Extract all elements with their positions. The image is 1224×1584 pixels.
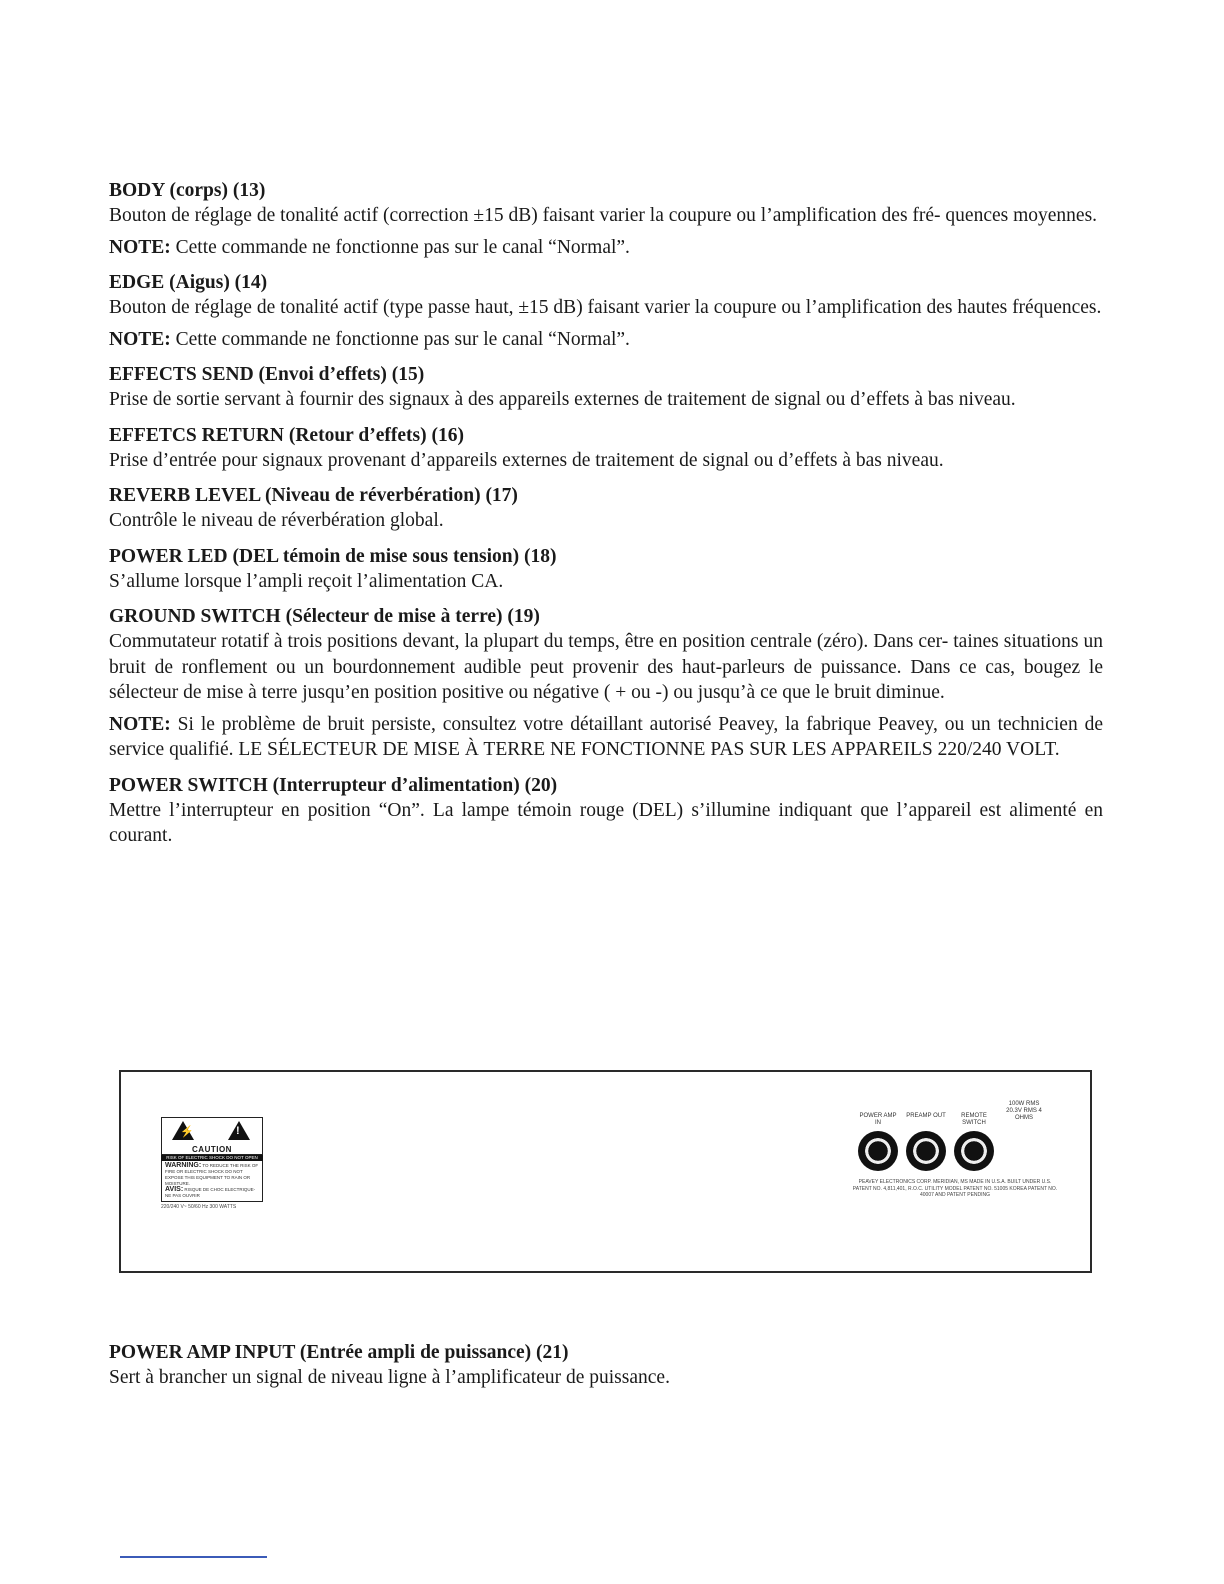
- entry-text: Bouton de réglage de tonalité actif (type passe haut, ±15 dB) faisant varier la coupure ou l’amplification des hautes fréquences.: [109, 297, 1102, 318]
- spec-label: 100W RMS 20.3V RMS 4 OHMS: [1006, 1101, 1042, 1121]
- note-text: Si le problème de bruit persiste, consultez votre détaillant autorisé Peavey, la fabrique Peavey, ou un technicien de service qualifié. LE SÉLECTEUR DE MISE À TERRE NE FONCTIONNE PAS SUR LES APPAREILS 220/240 VOLT.: [109, 713, 1104, 760]
- entry-note: [109, 327, 1103, 353]
- entry-heading: BODY (corps) (13): [109, 180, 266, 201]
- entry-heading: POWER AMP INPUT (Entrée ampli de puissance) (21): [109, 1342, 569, 1363]
- entry-heading: POWER LED (DEL témoin de mise sous tension) (18): [109, 545, 557, 567]
- entry-text: Prise de sortie servant à fournir des signaux à des appareils externes de traitement de signal ou d’effets à bas niveau.: [109, 389, 1016, 410]
- preamp-out-jack[interactable]: [906, 1131, 946, 1171]
- entry-text: Mettre l’interrupteur en position “On”. La lampe témoin rouge (DEL) s’illumine indiquant que l’appareil est alimenté en courant.: [109, 799, 1103, 846]
- entry-text: Sert à brancher un signal de niveau ligne à l’amplificateur de puissance.: [109, 1367, 670, 1388]
- note-label: NOTE:: [109, 236, 171, 258]
- entry-text: Contrôle le niveau de réverbération global.: [109, 510, 444, 531]
- jacks-row: [852, 1131, 1058, 1175]
- note-text: Cette commande ne fonctionne pas sur le canal “Normal”.: [175, 236, 630, 258]
- entry-heading: EFFECTS SEND (Envoi d’effets) (15): [109, 364, 425, 385]
- warning-triangle-icon: ⚡: [172, 1121, 194, 1140]
- jack-section: [852, 1101, 1058, 1199]
- entry-heading: REVERB LEVEL (Niveau de réverbération) (17): [109, 485, 518, 506]
- entry-effects-return: [109, 423, 1103, 474]
- power-amp-in-label: POWER AMP IN: [859, 1113, 897, 1126]
- warning-text: TO REDUCE THE RISK OF FIRE OR ELECTRIC SHOCK DO NOT EXPOSE THIS EQUIPMENT TO RAIN OR MOISTURE.: [165, 1163, 259, 1186]
- caution-label-block: [161, 1117, 263, 1210]
- entry-note: [109, 712, 1103, 763]
- jack-labels: [852, 1101, 1058, 1131]
- entry-heading: EDGE (Aigus) (14): [109, 272, 268, 293]
- power-amp-in-jack[interactable]: [858, 1131, 898, 1171]
- rear-panel-diagram: [119, 1070, 1092, 1273]
- preamp-out-label: PREAMP OUT: [906, 1113, 946, 1119]
- entry-heading: GROUND SWITCH (Sélecteur de mise à terre) (19): [109, 606, 540, 627]
- remote-switch-jack[interactable]: [954, 1131, 994, 1171]
- remote-switch-label: REMOTE SWITCH: [961, 1113, 987, 1126]
- entry-body: [109, 178, 1103, 260]
- entry-heading: POWER SWITCH (Interrupteur d’alimentation) (20): [109, 774, 558, 796]
- caution-box: [161, 1117, 263, 1155]
- caution-title: CAUTION: [192, 1145, 232, 1154]
- manufacturer-fine-print: PEAVEY ELECTRONICS CORP. MERIDIAN, MS MADE IN U.S.A. BUILT UNDER U.S. PATENT NO. 4,811,401, R.O.C. UTILITY MODEL PATENT NO. 51005 KOREA PATENT NO. 40007 AND PATENT PENDING: [852, 1179, 1058, 1198]
- entry-power-led: [109, 544, 1103, 595]
- caution-bar: RISK OF ELECTRIC SHOCK DO NOT OPEN: [161, 1155, 263, 1161]
- entry-text: S’allume lorsque l’ampli reçoit l’alimentation CA.: [109, 570, 504, 592]
- entry-power-switch: [109, 773, 1103, 849]
- power-rating: 220/240 V~ 50/60 Hz 300 WATTS: [161, 1204, 237, 1210]
- avis-label: AVIS:: [165, 1186, 184, 1193]
- entry-heading: EFFETCS RETURN (Retour d’effets) (16): [109, 424, 464, 446]
- entry-power-amp-input: [109, 1340, 1103, 1391]
- footer-rule: [120, 1556, 267, 1558]
- note-text: Cette commande ne fonctionne pas sur le canal “Normal”.: [175, 328, 630, 350]
- entry-edge: [109, 270, 1103, 352]
- entry-reverb-level: [109, 483, 1103, 534]
- warning-text-block: [161, 1161, 263, 1202]
- warning-label: WARNING:: [165, 1162, 202, 1169]
- note-label: NOTE:: [109, 328, 171, 350]
- entry-text: Bouton de réglage de tonalité actif (correction ±15 dB) faisant varier la coupure ou l’amplification des fré- quences moyennes.: [109, 205, 1098, 226]
- entry-ground-switch: [109, 604, 1103, 763]
- entry-note: [109, 235, 1103, 261]
- avis-text: RISQUE DE CHOC ELECTRIQUE-NE PAS OUVRIR: [165, 1187, 256, 1198]
- exclamation-triangle-icon: !: [228, 1121, 250, 1140]
- entry-text: Commutateur rotatif à trois positions devant, la plupart du temps, être en position centrale (zéro). Dans cer- taines situations un bruit de ronflement ou un bourdonnement audible peut provenir des haut-parleurs de puissance. Dans ce cas, bougez le sélecteur de mise à terre jusqu’en position positive ou négative ( + ou -) ou jusqu’à ce que le bruit diminue.: [109, 631, 1103, 703]
- note-label: NOTE:: [109, 713, 171, 735]
- entry-effects-send: [109, 362, 1103, 413]
- entry-text: Prise d’entrée pour signaux provenant d’appareils externes de traitement de signal ou d’effets à bas niveau.: [109, 449, 944, 471]
- document-body: [109, 178, 1103, 859]
